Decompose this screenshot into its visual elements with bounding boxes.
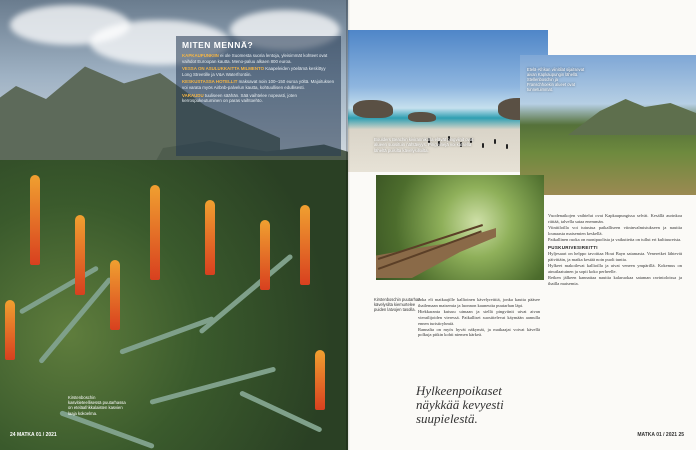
beach-photo-caption: Boulders Beachin kivirannikolla elävät pingviinit ovat alueen suosituin nähtävyys. Pingviinejä voi katsella läheltä puisilta kävelysilloilta. (374, 137, 474, 153)
garden-foliage-photo (0, 160, 348, 450)
vineyard-photo-caption: Etelä-Afrikan viinitilat sijaitsevat aivan Kapkaupungin lähellä. Stellenboschin ja Franschhoekin alueet ovat tunnetuimmat. (527, 67, 585, 93)
info-row-text: ei ole Suomesta suoria lentoja, yleisimmät kohteet ovat vaihdot Euroopan kautta. Meno-paluu alkaen 800 euroa. (182, 53, 328, 64)
info-row-label: KAPKAUPUNKIIN (182, 53, 219, 58)
section-subhead: PUSKURIVESIREITTI (548, 244, 598, 250)
paragraph: Paikallinen ruoka on monipuolista ja vaikutteita on tullut eri kulttuureista. (548, 236, 682, 242)
aloe-flower (110, 260, 120, 330)
photo-caption: Kirstenboschin kasvitieteellisessä puutarhassa on eteläafrikkalaisten kasvien laaja kokoelma. (68, 395, 126, 416)
aloe-leaf (59, 410, 155, 449)
aloe-flower (75, 215, 85, 295)
paragraph: Hiekkaranta kutsuu uimaan ja siellä pingviinit uivat aivan vierailijoiden vieressä. Paikalliset suosittelevat käymään aamulla ennen turistiryhmiä. (418, 308, 540, 326)
article-column-middle (418, 297, 540, 338)
info-row (182, 66, 335, 77)
info-box-title: MITEN MENNÄ? (182, 40, 254, 50)
paragraph: Joka eli matkaajille kallioinen kävelyreittiä, jonka kautta pääsee ihailemaan maisemia ja luonnon kauneutta puutarhan läpi. (418, 297, 540, 308)
page-footer: MATKA 01 / 2021 25 (637, 432, 684, 438)
canopy-photo-caption: Kirstenboschin puutarhan kävelysilta kiemurtelee puiden latvojen tasolla. (374, 297, 421, 313)
pull-quote: Hylkeenpoikaset näykkää kevyesti suupielestä. (416, 383, 504, 426)
right-page (348, 0, 696, 450)
info-row-text: maksavat noin 100–150 euroa yöltä. Majoituksen voi varata myös Airbnb-palvelun kautta, kohtuullisen edullisesti. (182, 79, 335, 90)
boulder (353, 100, 393, 118)
info-row-label: KESKUSTASSA HOTELLIT (182, 79, 238, 85)
aloe-leaf (239, 390, 323, 433)
aloe-leaf (119, 316, 215, 355)
info-row (182, 53, 335, 64)
aloe-flower (150, 185, 160, 280)
info-row-label: VARAUDU (182, 92, 204, 98)
penguin (494, 139, 496, 144)
info-row-label: VESSA ON ASULUKKAITTA MILMENTO (182, 66, 265, 72)
spread-gutter (346, 0, 350, 450)
paragraph: Hyljesaari on helppo tavoittaa Hout Bayn satamasta. Veneretket lähtevät päivittäin, ja matka kestää noin puoli tuntia. (548, 251, 682, 263)
info-row-text: Kaapeleiden yöelämä keskittyy Long Streetille ja V&A Waterfrontiin. (182, 66, 326, 77)
paragraph: Vuodenaikojen vaihtelut ovat Kapkaupungissa selvät. Kesällä aurinkoa riittää, talvella sataa enemmän. (548, 213, 682, 224)
paragraph: Hylkeet makoilevat kallioilla ja uivat veneen ympärillä. Kokemus on ainutlaatuinen ja sopii koko perheelle. (548, 263, 682, 275)
travel-info-box (176, 36, 341, 156)
info-row (182, 79, 335, 90)
aloe-flower (300, 205, 310, 285)
boulder (408, 112, 436, 122)
aloe-flower (260, 220, 270, 290)
paragraph: Rannalta on myös hyvät näkymät, ja matkaajat voivat kävellä polkuja pitkin kohti niemen kärkeä. (418, 326, 540, 338)
aloe-flower (205, 200, 215, 275)
info-row-text: tuuliseen säähän. Sää vaihtelee nopeasti, joten kerrospukeutuminen on paras vaihtoehto. (182, 92, 297, 104)
aloe-flower (315, 350, 325, 410)
aloe-flower (30, 175, 40, 265)
article-column-right (548, 213, 682, 287)
paragraph: Retken jälkeen kannattaa nauttia kalaruokaa sataman ravintoloissa ja ihailla maisemia. (548, 275, 682, 286)
paragraph: Viinitiloilla voi tutustua paikalliseen viininvalmistukseen ja nauttia lounaasta maisemien keskellä. (548, 224, 682, 236)
info-row (182, 93, 335, 104)
aloe-flower (5, 300, 15, 360)
penguin (506, 144, 508, 149)
page-footer: 24 MATKA 01 / 2021 (10, 432, 57, 438)
